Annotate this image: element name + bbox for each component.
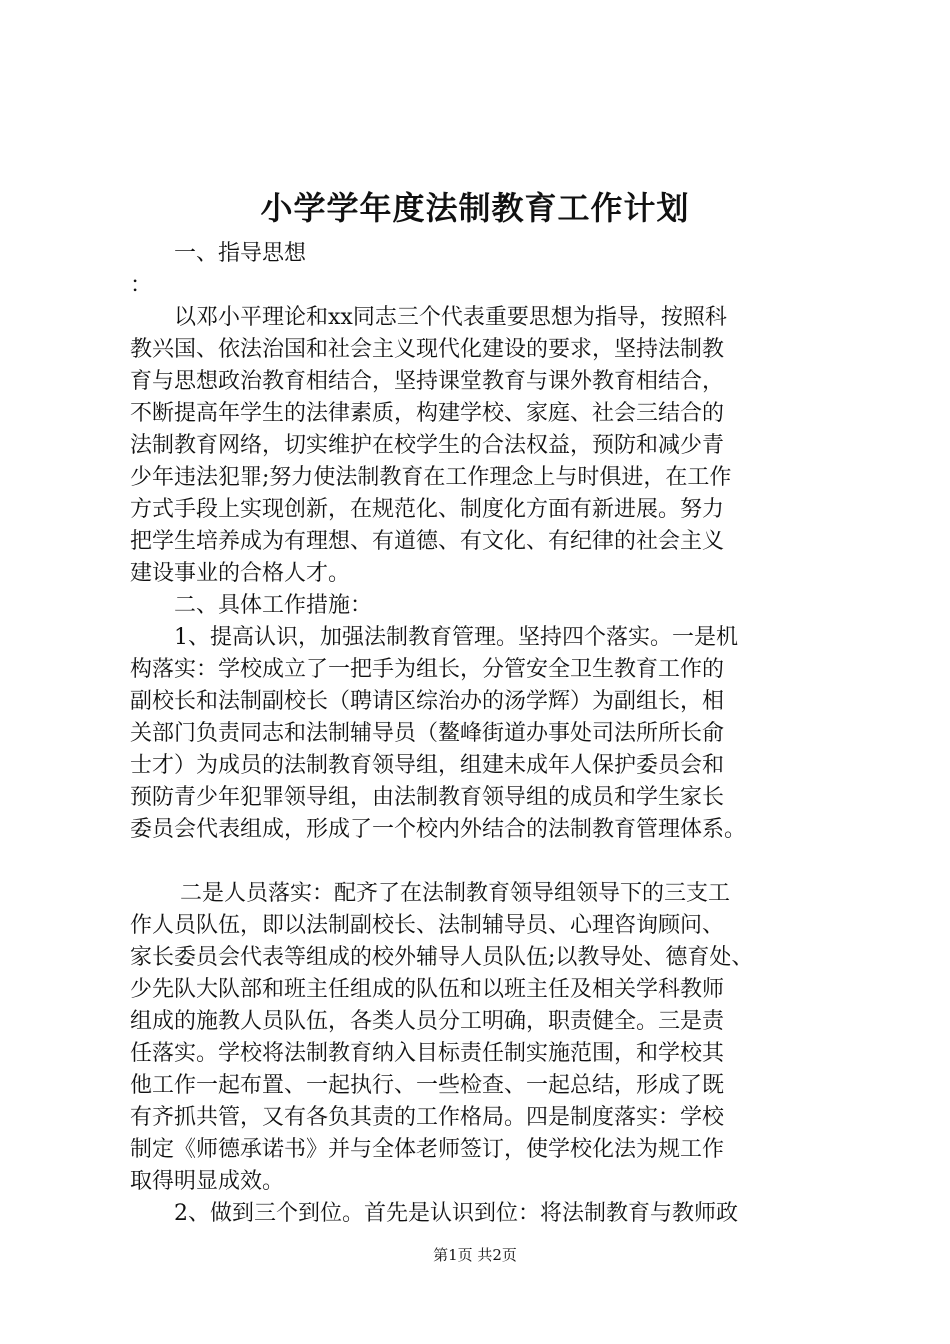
text-line: 把学生培养成为有理想、有道德、有文化、有纪律的社会主义 (130, 529, 725, 554)
text-line: 建设事业的合格人才。 (130, 561, 351, 586)
text-line: 2、做到三个到位。首先是认识到位：将法制教育与教师政 (174, 1201, 738, 1226)
text-line: 制定《师德承诺书》并与全体老师签订，使学校化法为规工作 (130, 1137, 725, 1162)
text-line: 他工作一起布置、一起执行、一些检查、一起总结，形成了既 (130, 1073, 725, 1098)
text-line: 少先队大队部和班主任组成的队伍和以班主任及相关学科教师 (130, 977, 725, 1002)
section-heading: 一、指导思想 (174, 241, 307, 266)
text-line: 方式手段上实现创新，在规范化、制度化方面有新进展。努力 (130, 497, 725, 522)
text-line: 士才）为成员的法制教育领导组，组建未成年人保护委员会和 (130, 753, 725, 778)
paragraph-gap (130, 846, 835, 878)
page-footer: 第1页 共2页 (433, 1246, 517, 1264)
text-line: 委员会代表组成，形成了一个校内外结合的法制教育管理体系。 (130, 817, 747, 842)
text-line: 任落实。学校将法制教育纳入目标责任制实施范围，和学校其 (130, 1041, 725, 1066)
document-body (130, 238, 835, 1230)
text-line: 法制教育网络，切实维护在校学生的合法权益，预防和减少青 (130, 433, 725, 458)
text-line: 组成的施教人员队伍，各类人员分工明确，职责健全。三是责 (130, 1009, 725, 1034)
text-line: 少年违法犯罪;努力使法制教育在工作理念上与时俱进，在工作 (130, 465, 732, 490)
document-title: 小学学年度法制教育工作计划 (260, 189, 690, 227)
text-line: 教兴国、依法治国和社会主义现代化建设的要求，坚持法制教 (130, 337, 725, 362)
text-line: 构落实：学校成立了一把手为组长，分管安全卫生教育工作的 (130, 657, 725, 682)
text-line: 1、提高认识，加强法制教育管理。坚持四个落实。一是机 (174, 625, 738, 650)
text-line: 育与思想政治教育相结合，坚持课堂教育与课外教育相结合， (130, 369, 725, 394)
text-line: ： (130, 273, 153, 298)
section-heading: 二、具体工作措施： (174, 593, 373, 618)
text-line: 取得明显成效。 (130, 1169, 285, 1194)
text-line: 以邓小平理论和xx同志三个代表重要思想为指导，按照科 (174, 305, 727, 330)
text-line: 预防青少年犯罪领导组，由法制教育领导组的成员和学生家长 (130, 785, 725, 810)
text-line: 有齐抓共管，又有各负其责的工作格局。四是制度落实：学校 (130, 1105, 725, 1130)
text-line: 二是人员落实：配齐了在法制教育领导组领导下的三支工 (180, 881, 731, 906)
text-line: 关部门负责同志和法制辅导员（鳌峰街道办事处司法所所长俞 (130, 721, 725, 746)
text-line: 不断提高年学生的法律素质，构建学校、家庭、社会三结合的 (130, 401, 725, 426)
text-line: 家长委员会代表等组成的校外辅导人员队伍;以教导处、德育处、 (130, 945, 754, 970)
text-line: 副校长和法制副校长（聘请区综治办的汤学辉）为副组长，相 (130, 689, 725, 714)
text-line: 作人员队伍，即以法制副校长、法制辅导员、心理咨询顾问、 (130, 913, 725, 938)
